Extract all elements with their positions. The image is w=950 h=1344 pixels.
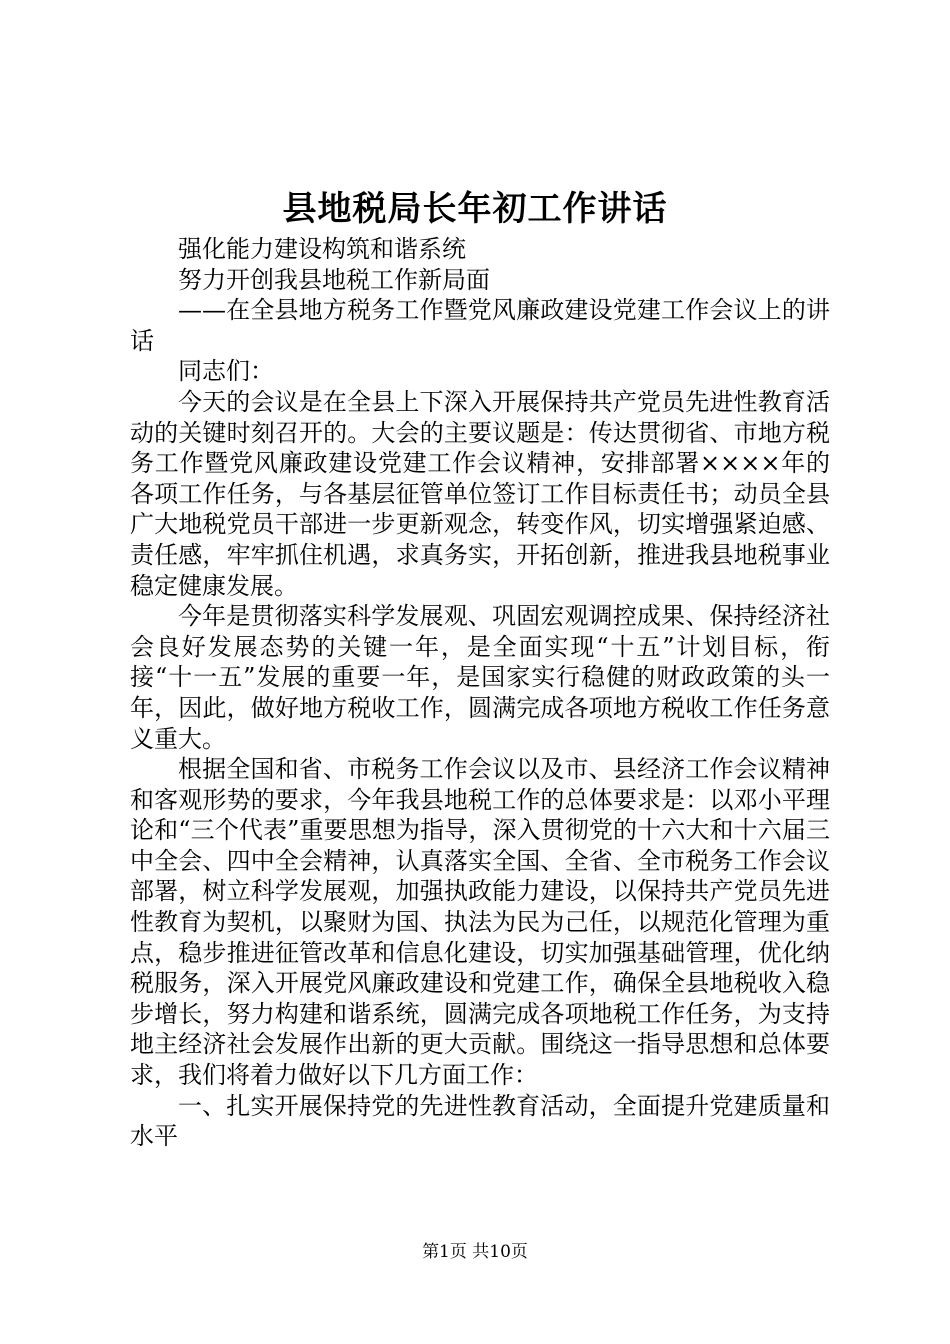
speech-occasion: ——在全县地方税务工作暨党风廉政建设党建工作会议上的讲话 (130, 296, 830, 355)
paragraph-general-requirements: 根据全国和省、市税务工作会议以及市、县经济工作会议精神和客观形势的要求，今年我县地税工作的总体要求是：以邓小平理论和“三个代表”重要思想为指导，深入贯彻党的十六大和十六届三中全会、四中全会精神，认真落实全国、全省、全市税务工作会议部署，树立科学发展观，加强执政能力建设，以保持共产党员先进性教育为契机，以聚财为国、执法为民为己任，以规范化管理为重点，稳步推进征管改革和信息化建设，切实加强基础管理，优化纳税服务，深入开展党风廉政建设和党建工作，确保全县地税收入稳步增长，努力构建和谐系统，圆满完成各项地税工作任务，为支持地主经济社会发展作出新的更大贡献。围绕这一指导思想和总体要求，我们将着力做好以下几方面工作： (130, 755, 830, 1090)
section-heading-1: 一、扎实开展保持党的先进性教育活动，全面提升党建质量和水平 (130, 1091, 830, 1151)
page-number-footer: 第1页 共10页 (422, 1242, 528, 1262)
subtitle-line-1: 强化能力建设构筑和谐系统 (178, 235, 466, 263)
salutation: 同志们： (178, 357, 274, 386)
document-title: 县地税局长年初工作讲话 (282, 189, 668, 229)
subtitle-line-2: 努力开创我县地税工作新局面 (178, 265, 490, 294)
paragraph-year-significance: 今年是贯彻落实科学发展观、巩固宏观调控成果、保持经济社会良好发展态势的关键一年，是全面实现“十五”计划目标，衔接“十一五”发展的重要一年，是国家实行稳健的财政政策的头一年，因此，做好地方税收工作，圆满完成各项地方税收工作任务意义重大。 (130, 602, 830, 753)
document-body (130, 234, 830, 1152)
paragraph-meeting-purpose: 今天的会议是在全县上下深入开展保持共产党员先进性教育活动的关键时刻召开的。大会的主要议题是：传达贯彻省、市地方税务工作暨党风廉政建设党建工作会议精神，安排部署××××年的各项工作任务，与各基层征管单位签订工作目标责任书；动员全县广大地税党员干部进一步更新观念，转变作风，切实增强紧迫感、责任感，牢牢抓住机遇，求真务实，开拓创新，推进我县地税事业稳定健康发展。 (130, 387, 830, 600)
